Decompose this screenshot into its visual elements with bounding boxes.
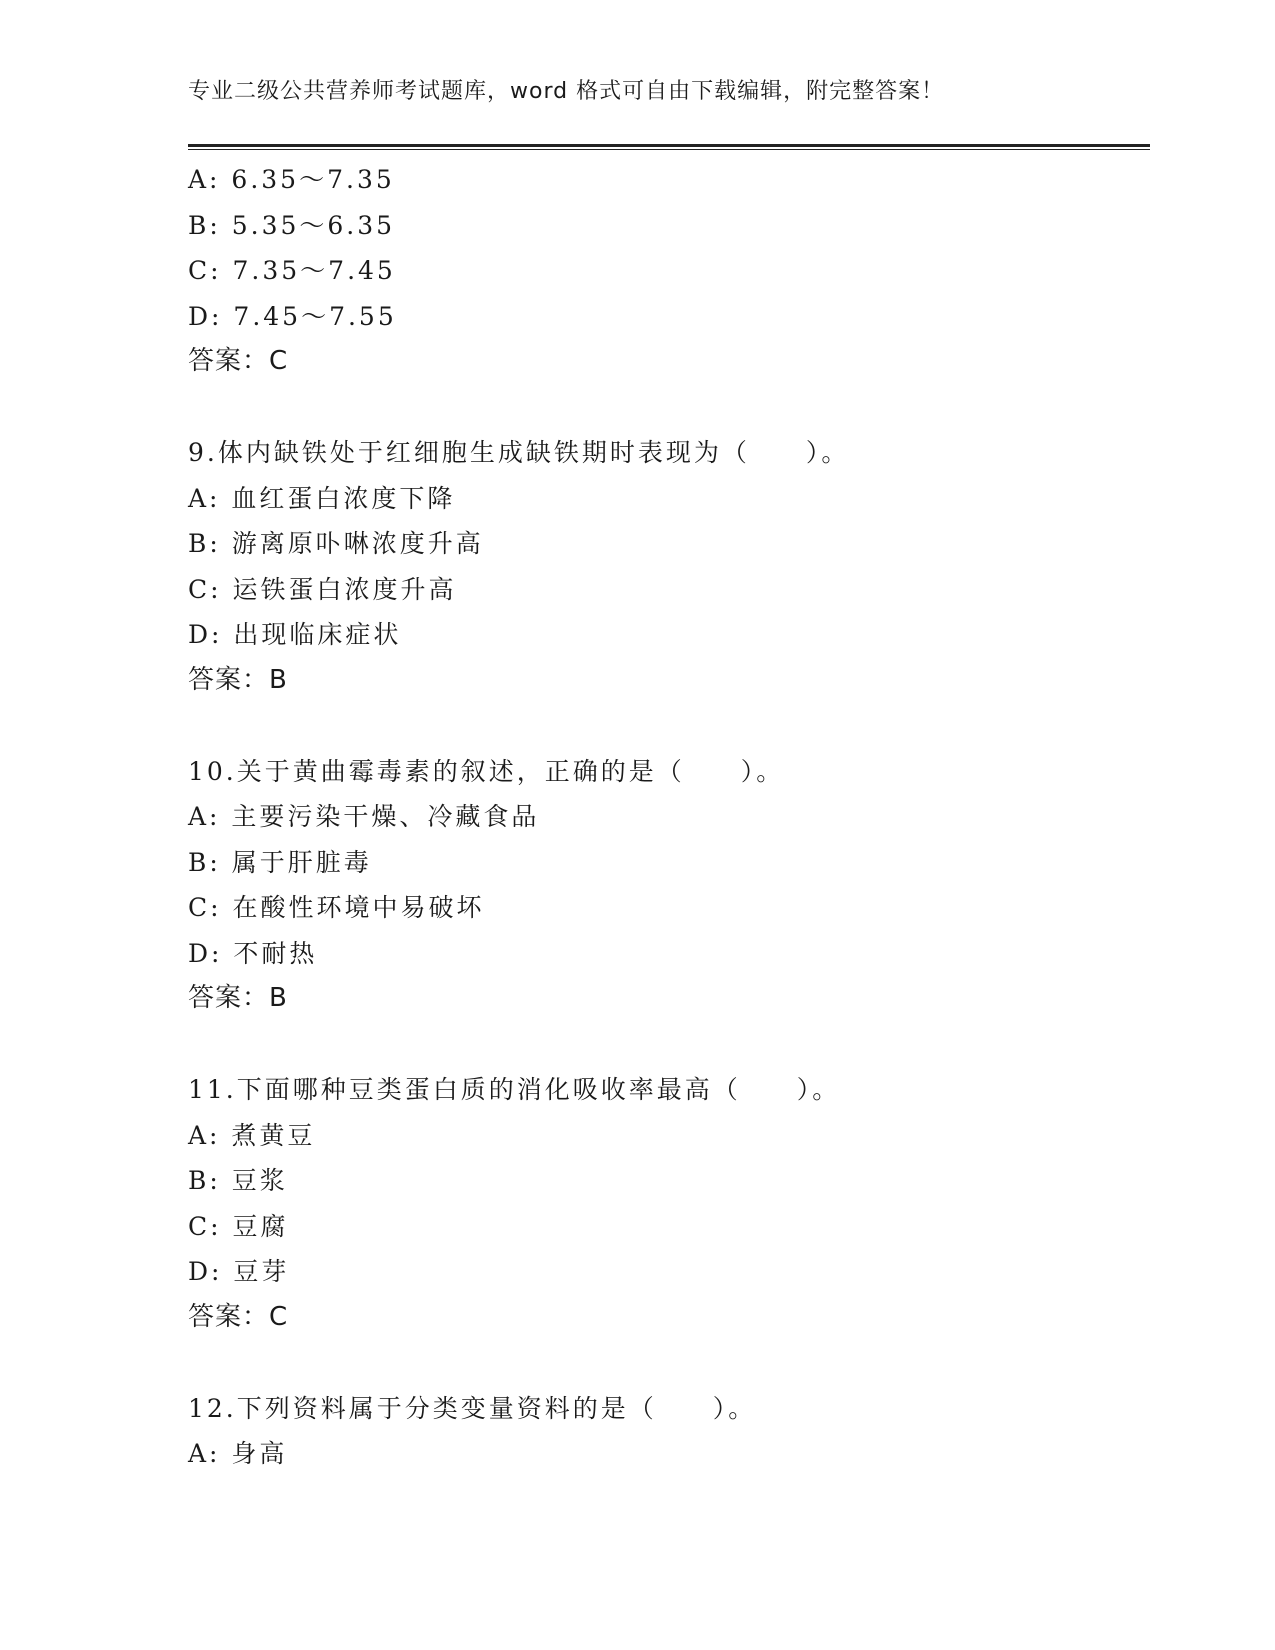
question-stem: 9.体内缺铁处于红细胞生成缺铁期时表现为（ ）。	[188, 438, 850, 467]
option-b: B: 属于肝脏毒	[188, 847, 372, 877]
question-stem: 11.下面哪种豆类蛋白质的消化吸收率最高（ ）。	[188, 1075, 841, 1104]
spacer	[188, 385, 1148, 431]
option-c: C: 7.35～7.45	[188, 256, 396, 285]
option-a: A: 身高	[188, 1439, 288, 1468]
option-d: D: 豆芽	[188, 1257, 290, 1286]
option-b: B: 游离原卟啉浓度升高	[188, 529, 484, 558]
spacer	[188, 703, 1148, 749]
question-list	[188, 157, 1148, 1477]
option-d: D: 不耐热	[188, 938, 318, 968]
option-d: D: 7.45～7.55	[188, 301, 397, 331]
question-stem: 10.关于黄曲霉毒素的叙述，正确的是（ ）。	[188, 756, 785, 786]
question-stem: 12.下列资料属于分类变量资料的是（ ）。	[188, 1393, 757, 1423]
answer-line: 答案：C	[188, 346, 289, 376]
spacer	[188, 1340, 1148, 1386]
option-c: C: 在酸性环境中易破坏	[188, 893, 485, 922]
header-divider	[188, 144, 1150, 150]
option-b: B: 5.35～6.35	[188, 210, 396, 240]
option-b: B: 豆浆	[188, 1166, 288, 1195]
option-a: A: 主要污染干燥、冷藏食品	[188, 802, 540, 831]
answer-line: 答案：B	[188, 664, 288, 695]
answer-line: 答案：B	[188, 983, 288, 1013]
spacer	[188, 1022, 1148, 1068]
option-a: A: 6.35～7.35	[188, 165, 395, 194]
option-a: A: 血红蛋白浓度下降	[188, 483, 456, 513]
answer-line: 答案：C	[188, 1301, 289, 1332]
option-d: D: 出现临床症状	[188, 620, 402, 649]
option-c: C: 豆腐	[188, 1211, 289, 1241]
page-header: 专业二级公共营养师考试题库，word 格式可自由下载编辑，附完整答案！	[188, 79, 945, 104]
option-a: A: 煮黄豆	[188, 1120, 316, 1150]
option-c: C: 运铁蛋白浓度升高	[188, 574, 457, 604]
